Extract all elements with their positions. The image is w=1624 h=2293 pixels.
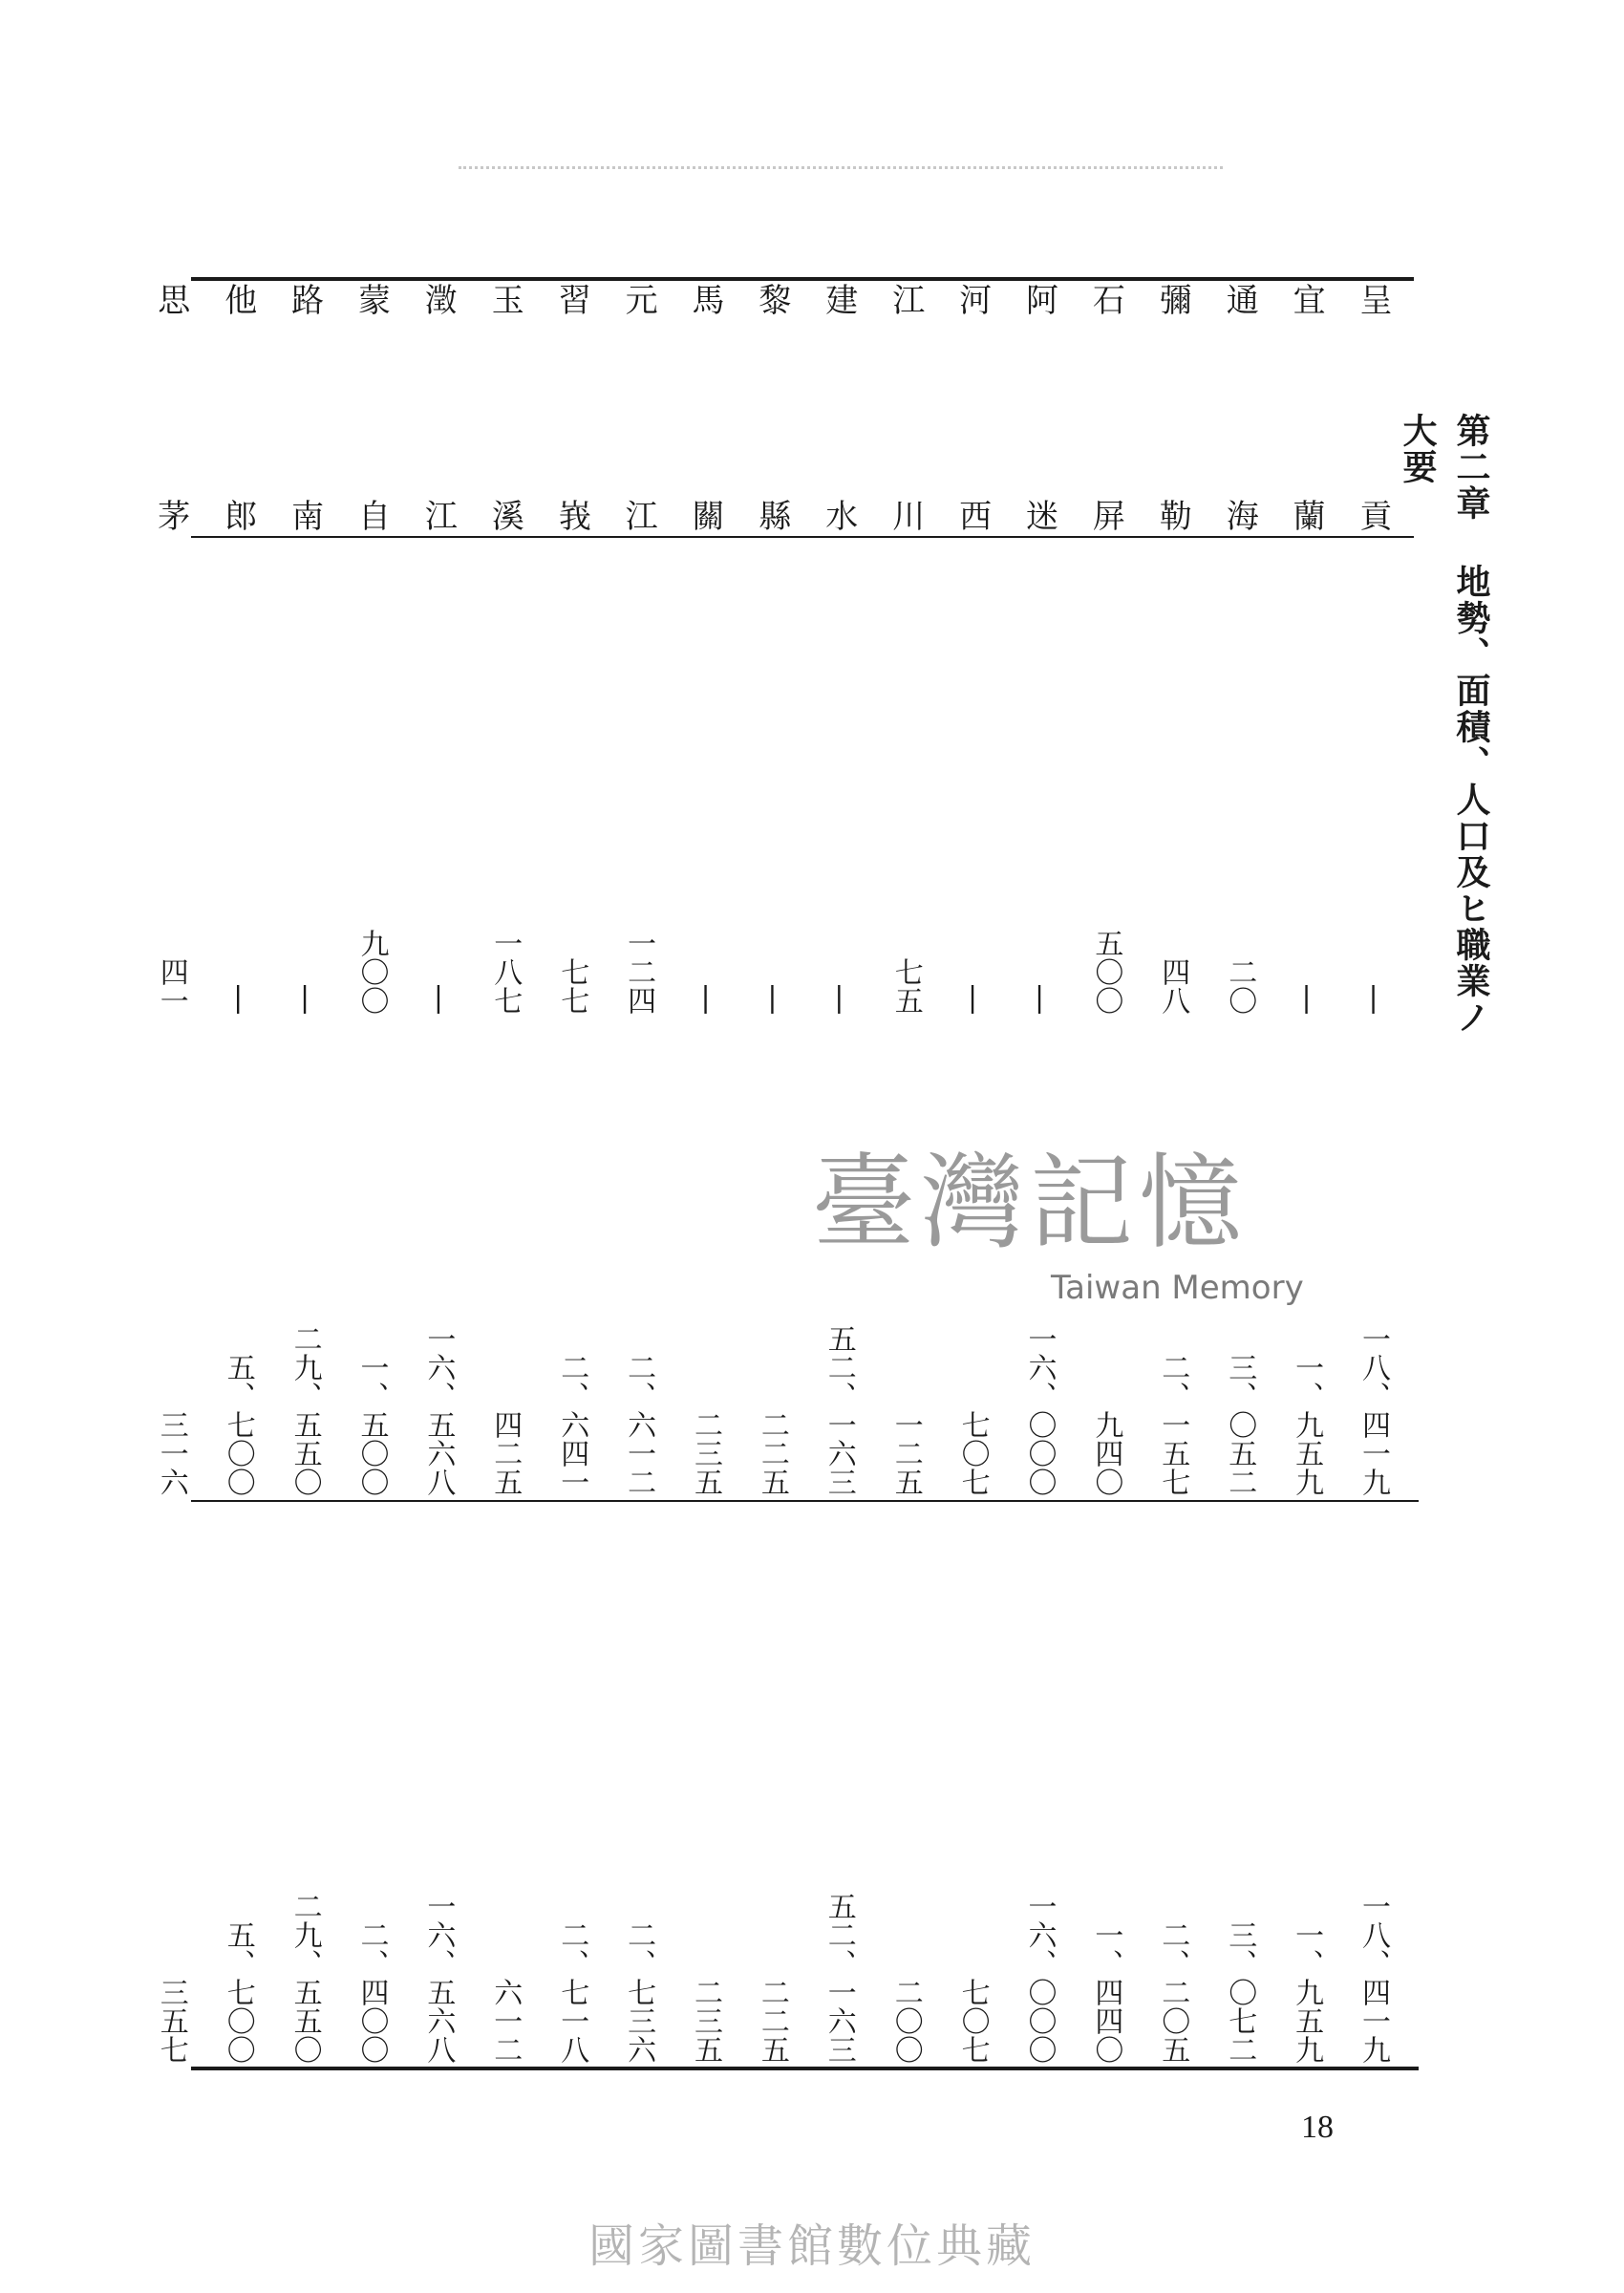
value-cell-b: 五二、一六三: [822, 1324, 856, 1496]
value-cell-b: 二、六一二: [622, 1353, 656, 1496]
value-cell-total: 五、七〇〇: [221, 1920, 255, 2064]
place-name-bottom: 海: [1220, 499, 1259, 533]
value-cell-b: 一、九五九: [1290, 1353, 1324, 1496]
value-cell-a: 一二四: [622, 929, 656, 1015]
place-name-bottom: 川: [886, 499, 925, 533]
value-cell-a: |: [689, 981, 722, 1015]
value-cell-b: 二、六四一: [555, 1353, 589, 1496]
value-cell-total: 二、七一八: [555, 1920, 589, 2064]
value-cell-total: 二三五: [689, 1978, 722, 2064]
value-cell-b: 三、〇五二: [1223, 1353, 1257, 1496]
place-name-top: 宜: [1287, 283, 1326, 317]
place-name-bottom: 迷: [1019, 499, 1058, 533]
value-cell-a: |: [1022, 981, 1057, 1015]
value-cell-b: 一、五〇〇: [354, 1353, 389, 1496]
place-name-top: 習: [552, 283, 591, 317]
value-cell-total: 二、七三六: [622, 1920, 656, 2064]
place-name-top: 呈: [1354, 283, 1392, 317]
place-name-top: 阿: [1019, 283, 1058, 317]
place-name-top: 玉: [485, 283, 524, 317]
place-name-top: 他: [218, 283, 257, 317]
value-cell-a: |: [288, 981, 322, 1015]
value-cell-total: 一八、四一九: [1357, 1892, 1390, 2064]
value-cell-b: 二二五: [755, 1410, 789, 1496]
footer-credit: 國家圖書館數位典藏: [588, 2219, 1036, 2273]
value-cell-a: |: [955, 981, 990, 1015]
value-cell-b: 二、一五七: [1156, 1353, 1190, 1496]
value-cell-a: |: [822, 981, 856, 1015]
value-cell-a: |: [421, 981, 456, 1015]
value-cell-total: 七〇七: [955, 1978, 990, 2064]
value-cell-b: 一六、五六八: [421, 1324, 456, 1496]
value-cell-total: 二、二〇五: [1156, 1920, 1190, 2064]
value-cell-a: 二〇: [1223, 957, 1257, 1015]
page-number: 18: [1301, 2110, 1334, 2145]
value-cell-b: 九四〇: [1089, 1410, 1123, 1496]
place-name-top: 澂: [418, 283, 458, 317]
value-cell-b: 五、七〇〇: [221, 1353, 255, 1496]
chapter-header: 第二章 地勢、面積、人口及ヒ職業ノ大要: [1398, 413, 1491, 1036]
value-cell-total: 二九、五五〇: [288, 1892, 322, 2064]
value-cell-b: 二三五: [689, 1410, 722, 1496]
table-bottom-rule: [191, 2067, 1419, 2070]
place-name-bottom: 勒: [1153, 499, 1192, 533]
value-cell-total: 一、四四〇: [1089, 1920, 1123, 2064]
place-name-bottom: 南: [285, 499, 324, 533]
place-name-top: 蒙: [352, 283, 391, 317]
place-name-bottom: 西: [952, 499, 992, 533]
value-cell-b: 二九、五五〇: [288, 1324, 322, 1496]
value-cell-total: 三、〇七二: [1223, 1920, 1257, 2064]
place-name-top: 馬: [686, 283, 724, 317]
place-name-top: 石: [1086, 283, 1125, 317]
value-cell-total: 二二五: [755, 1978, 789, 2064]
place-name-top: 元: [619, 283, 658, 317]
table-top-rule: [191, 277, 1414, 281]
watermark-title: 臺灣記憶: [812, 1144, 1249, 1263]
place-name-bottom: 江: [619, 499, 658, 533]
place-name-bottom: 貢: [1354, 499, 1392, 533]
place-name-bottom: 郎: [218, 499, 257, 533]
value-cell-a: |: [1357, 981, 1390, 1015]
faded-print-line: [459, 166, 1223, 169]
place-name-top: 建: [819, 283, 858, 317]
value-cell-a: |: [221, 981, 255, 1015]
place-name-bottom: 自: [352, 499, 391, 533]
place-name-top: 通: [1220, 283, 1259, 317]
value-cell-a: |: [755, 981, 789, 1015]
place-name-bottom: 屏: [1086, 499, 1125, 533]
place-name-bottom: 蘭: [1287, 499, 1326, 533]
value-cell-total: 一六、五六八: [421, 1892, 456, 2064]
value-cell-total: 一、九五九: [1290, 1920, 1324, 2064]
value-cell-a: 四一: [154, 957, 188, 1015]
value-cell-total: 二〇〇: [888, 1978, 923, 2064]
value-cell-b: 七〇七: [955, 1410, 990, 1496]
value-cell-a: 七五: [888, 957, 923, 1015]
place-name-bottom: 水: [819, 499, 858, 533]
value-cell-a: 一八七: [488, 929, 523, 1015]
place-name-top: 彌: [1153, 283, 1192, 317]
value-cell-b: 一六、〇〇〇: [1022, 1324, 1057, 1496]
value-cell-b: 三一六: [154, 1410, 188, 1496]
place-name-bottom: 縣: [752, 499, 791, 533]
header-divider-rule: [191, 536, 1414, 538]
value-cell-b: 四二五: [488, 1410, 523, 1496]
place-name-bottom: 峩: [552, 499, 591, 533]
value-cell-a: 五〇〇: [1089, 929, 1123, 1015]
place-name-top: 路: [285, 283, 324, 317]
value-cell-b: 一八、四一九: [1357, 1324, 1390, 1496]
place-name-top: 黎: [752, 283, 791, 317]
place-name-bottom: 茅: [151, 499, 190, 533]
watermark: [812, 1144, 1304, 1318]
place-name-top: 思: [151, 283, 190, 317]
watermark-subtitle: Taiwan Memory: [1051, 1269, 1304, 1307]
value-cell-b: 一二五: [888, 1410, 923, 1496]
value-cell-a: 七七: [555, 957, 589, 1015]
value-cell-total: 一六、〇〇〇: [1022, 1892, 1057, 2064]
value-cell-total: 五二、一六三: [822, 1892, 856, 2064]
place-name-top: 江: [886, 283, 925, 317]
value-cell-total: 三五七: [154, 1978, 188, 2064]
value-cell-a: 九〇〇: [354, 929, 389, 1015]
subtotal-rule: [191, 1500, 1419, 1502]
place-name-bottom: 江: [418, 499, 458, 533]
place-name-bottom: 關: [686, 499, 724, 533]
value-cell-a: |: [1290, 981, 1324, 1015]
place-name-top: 河: [952, 283, 992, 317]
value-cell-a: 四八: [1156, 957, 1190, 1015]
place-name-bottom: 溪: [485, 499, 524, 533]
value-cell-total: 二、四〇〇: [354, 1920, 389, 2064]
value-cell-total: 六一二: [488, 1978, 523, 2064]
